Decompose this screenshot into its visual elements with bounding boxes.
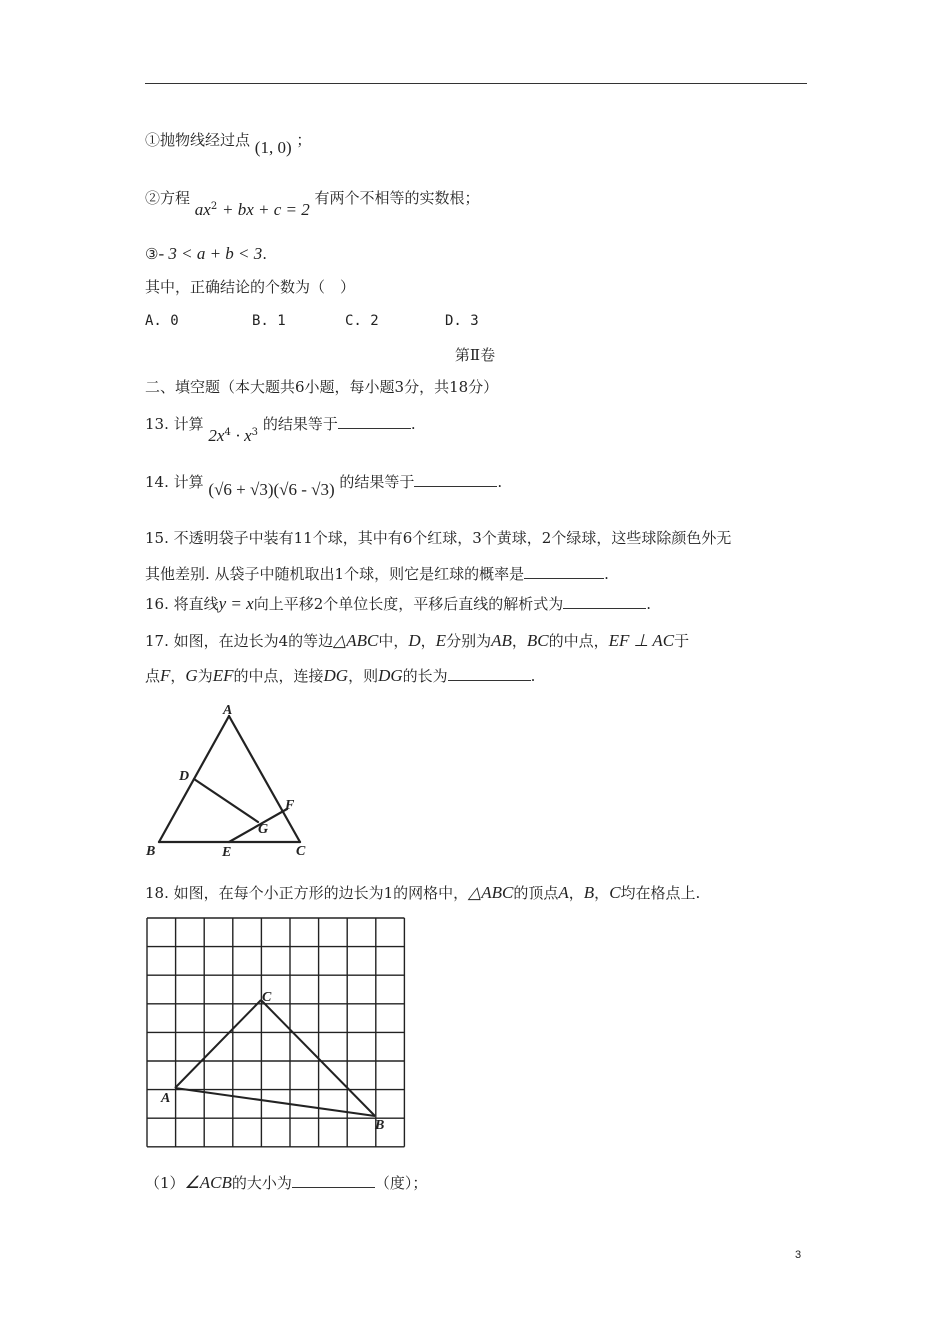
q17-sep3: ， — [170, 667, 186, 685]
choice-b: B. 1 — [252, 313, 286, 329]
label-f: F — [285, 798, 295, 813]
q17-seg-bc: BC — [526, 631, 549, 650]
q18-1-mid: 的大小为 — [231, 1174, 292, 1192]
item-3 — [145, 244, 267, 264]
q18-point-c: C — [609, 883, 621, 902]
q17-text-h: 的中点，连接 — [233, 667, 324, 685]
q16-math: y = x — [218, 594, 254, 613]
label-a: A — [223, 703, 233, 718]
q13-exp-b: 3 — [251, 427, 259, 438]
q18-suffix: 均在格点上. — [620, 884, 701, 902]
grid-figure-18 — [140, 910, 410, 1150]
q15-end: . — [604, 565, 609, 583]
q18-sep1: ， — [568, 884, 584, 902]
item-2-tail: 有两个不相等的实数根； — [314, 189, 480, 207]
item-1-math: (1, 0) — [254, 138, 292, 157]
segment-ab — [175, 1088, 375, 1116]
q14 — [145, 472, 503, 499]
q14-math: (√6 + √3)(√6 - √3) — [208, 480, 335, 499]
item-2-math: $ax^2$ + bx + c = 2 — [194, 200, 310, 219]
q14-prefix: 14. 计算 — [145, 473, 204, 491]
item-2-math-a: ax — [194, 200, 211, 219]
q17-seg-dg-2: DG — [378, 666, 403, 685]
q17-perp: EF ⊥ AC — [608, 631, 675, 650]
label-c: C — [296, 844, 306, 859]
q17-seg-ab: AB — [491, 631, 512, 650]
q14-end: . — [497, 473, 503, 491]
choice-a: A. 0 — [145, 313, 179, 329]
q17-text-a: 17. 如图，在边长为4的等边 — [145, 632, 334, 650]
page-number: 3 — [795, 1249, 802, 1261]
q18-1-angle: ∠ACB — [184, 1173, 232, 1192]
q17-answer-blank[interactable] — [448, 666, 531, 681]
q17-sep2: ， — [511, 632, 527, 650]
q15-text: 其他差别. 从袋子中随机取出1个球，则它是红球的概率是 — [145, 565, 525, 583]
q16-suffix: 向上平移2个单位长度，平移后直线的解析式为 — [253, 595, 564, 613]
q17-text-b: 中， — [378, 632, 409, 650]
label-d: D — [179, 769, 190, 784]
q17-line2 — [145, 666, 535, 686]
q17-line1 — [145, 631, 689, 651]
choice-c: C. 2 — [345, 313, 379, 329]
item-3-tail: . — [262, 245, 268, 263]
label-g: G — [258, 822, 269, 837]
q18-mid: 的顶点 — [513, 884, 559, 902]
q13-exp-a: 4 — [224, 427, 231, 438]
q18-1-suffix: （度）； — [374, 1174, 428, 1192]
q13-end: . — [410, 415, 416, 433]
q18-point-a: A — [558, 883, 569, 902]
q13-suffix: 的结果等于 — [262, 415, 338, 433]
q17-text-c: 分别为 — [446, 632, 492, 650]
q18-part1 — [145, 1173, 427, 1193]
q13-math-a: 2x — [208, 426, 225, 445]
choice-d: D. 3 — [445, 313, 479, 329]
q17-text-g: 为 — [197, 667, 213, 685]
q14-answer-blank[interactable] — [414, 472, 497, 487]
segment-ac — [175, 1000, 261, 1088]
q17-text-f: 点 — [145, 667, 161, 685]
item-3-label: ③ — [145, 245, 159, 263]
q18-1-answer-blank[interactable] — [292, 1173, 375, 1188]
q13 — [145, 411, 416, 445]
q16-end: . — [646, 595, 652, 613]
q17-point-f: F — [160, 666, 171, 685]
q18-1-prefix: （1） — [145, 1174, 185, 1192]
q17-text-e: 于 — [674, 632, 690, 650]
q18-sep2: ， — [594, 884, 610, 902]
label-b: B — [375, 1118, 385, 1133]
question-prompt: 其中，正确结论的个数为（ ） — [145, 278, 356, 296]
item-1-tail: ； — [296, 131, 312, 149]
q17-point-d: D — [408, 631, 421, 650]
q17-point-g: G — [185, 666, 198, 685]
item-1 — [145, 130, 312, 157]
q18-triangle: △ABC — [468, 883, 514, 902]
label-b: B — [146, 844, 156, 859]
item-2 — [145, 185, 480, 219]
q13-answer-blank[interactable] — [338, 414, 411, 429]
q17-seg-ef: EF — [212, 666, 234, 685]
q14-suffix: 的结果等于 — [339, 473, 415, 491]
item-2-label: ②方程 — [145, 189, 191, 207]
q13-math — [208, 427, 262, 445]
q13-math-b: · x — [235, 426, 252, 445]
q18 — [145, 883, 700, 903]
item-1-label: ①抛物线经过点 — [145, 131, 251, 149]
label-a: A — [161, 1091, 171, 1106]
q17-text-i: ，则 — [348, 667, 379, 685]
q17-end: . — [530, 667, 536, 685]
q13-prefix: 13. 计算 — [145, 415, 204, 433]
part2-header: 二、填空题（本大题共6小题，每小题3分，共18分） — [145, 378, 499, 396]
q17-text-d: 的中点， — [548, 632, 609, 650]
header-rule — [145, 83, 807, 84]
q18-prefix: 18. 如图，在每个小正方形的边长为1的网格中， — [145, 884, 469, 902]
triangle-figure-17 — [140, 698, 325, 863]
q15-answer-blank[interactable] — [524, 564, 604, 579]
label-c: C — [262, 990, 272, 1005]
item-2-math-b: + bx + c = 2 — [222, 200, 310, 219]
q16-answer-blank[interactable] — [563, 594, 646, 609]
q17-text-j: 的长为 — [402, 667, 448, 685]
segment-dg — [194, 779, 258, 822]
q16-prefix: 16. 将直线 — [145, 595, 219, 613]
q17-sep1: ， — [420, 632, 436, 650]
q15-line1: 15. 不透明袋子中装有11个球，其中有6个红球，3个黄球，2个绿球，这些球除颜色外无 — [145, 529, 732, 547]
section-title: 第Ⅱ卷 — [454, 346, 496, 364]
choices-row — [145, 311, 479, 331]
item-3-math: - 3 < a + b < 3 — [158, 244, 263, 263]
q17-triangle: △ABC — [333, 631, 379, 650]
q17-point-e: E — [435, 631, 447, 650]
q17-seg-dg: DG — [323, 666, 349, 685]
q15-line2 — [145, 564, 609, 584]
q16 — [145, 594, 651, 614]
label-e: E — [222, 845, 232, 860]
q18-point-b: B — [583, 883, 595, 902]
